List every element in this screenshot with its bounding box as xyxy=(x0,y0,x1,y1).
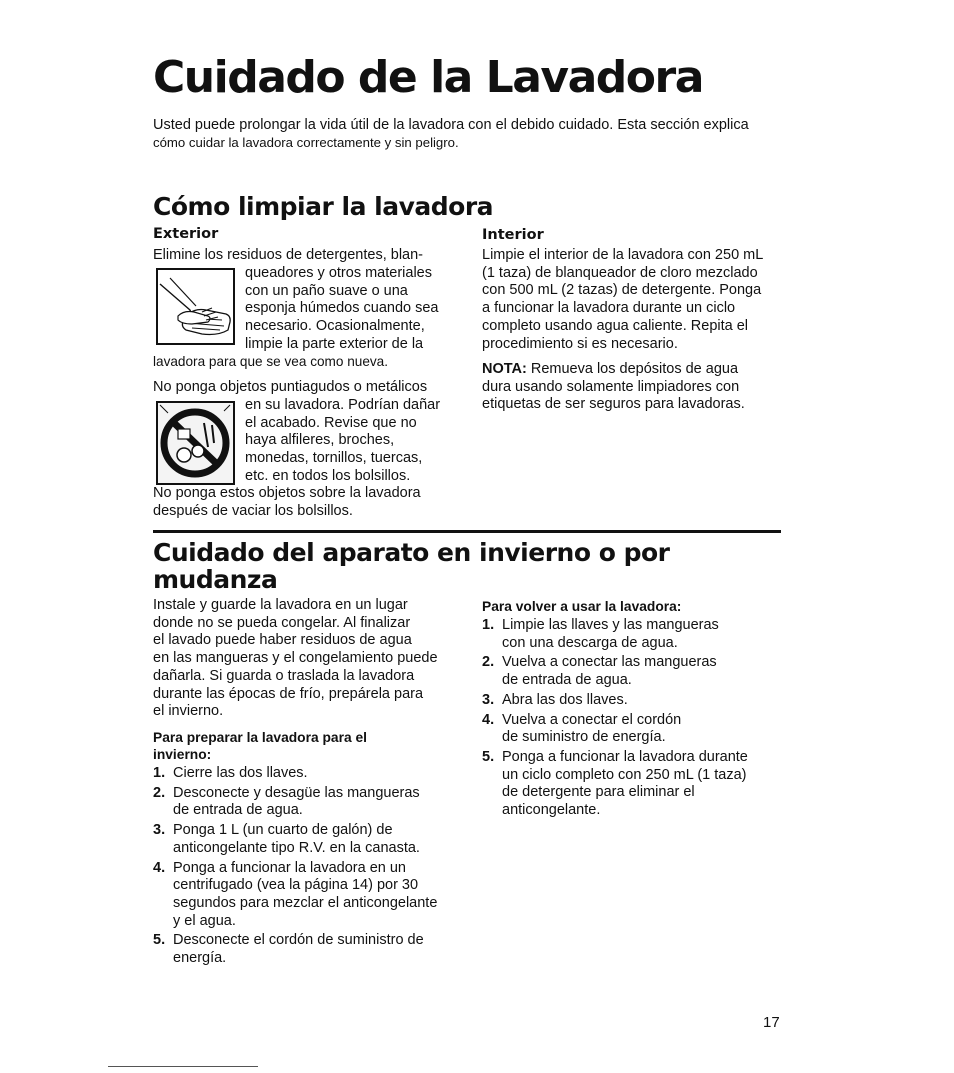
interior-paragraph xyxy=(482,247,782,353)
step-number: 1. xyxy=(153,765,166,781)
winter-intro-paragraph xyxy=(153,597,463,721)
step-number: 3. xyxy=(482,691,495,708)
intro-line: Usted puede prolongar la vida útil de la lavadora con el debido cuidado. Esta sección explica xyxy=(153,117,749,133)
interior-note xyxy=(482,361,782,414)
text-line: (1 taza) de blanqueador de cloro mezclado xyxy=(482,264,758,281)
text-line: etiquetas de ser seguros para lavadoras. xyxy=(482,396,745,413)
text-line: Ponga 1 L (un cuarto de galón) de xyxy=(173,822,393,839)
step-number: 5. xyxy=(482,748,495,765)
text-line: procedimiento si es necesario. xyxy=(482,335,678,352)
section-heading-cleaning: Cómo limpiar la lavadora xyxy=(153,192,494,221)
text-line: el lavado puede haber residuos de agua xyxy=(153,632,412,649)
page-number: 17 xyxy=(763,1014,780,1031)
exterior-paragraph-wrap xyxy=(245,265,460,354)
text-line: y el agua. xyxy=(173,912,236,929)
prepare-winter-block xyxy=(153,729,463,968)
text-line: centrifugado (vea la página 14) por 30 xyxy=(173,877,419,894)
text-line: etc. en todos los bolsillos. xyxy=(245,467,411,484)
text-line: No ponga estos objetos sobre la lavadora xyxy=(153,485,421,501)
reuse-heading: Para volver a usar la lavadora: xyxy=(482,599,682,614)
text-line: Vuelva a conectar el cordón xyxy=(502,711,682,728)
list-item xyxy=(482,712,782,747)
list-item xyxy=(482,749,782,820)
list-item xyxy=(153,932,463,967)
text-line: un ciclo completo con 250 mL (1 taza) xyxy=(502,766,747,783)
text-line: segundos para mezclar el anticongelante xyxy=(173,894,438,911)
sharp-objects-paragraph-tail xyxy=(153,485,463,520)
exterior-paragraph-first-line: Elimine los residuos de detergentes, blan- xyxy=(153,247,424,263)
page-title: Cuidado de la Lavadora xyxy=(153,52,703,103)
text-line: de entrada de agua. xyxy=(173,802,303,819)
text-line: Desconecte el cordón de suministro de xyxy=(173,932,424,949)
text-line: Vuelva a conectar las mangueras xyxy=(502,654,717,671)
subheading-exterior: Exterior xyxy=(153,226,219,242)
text-line: en su lavadora. Podrían dañar xyxy=(245,397,441,413)
list-item xyxy=(153,822,463,857)
footer-rule xyxy=(108,1066,258,1067)
heading-line: mudanza xyxy=(153,565,278,594)
hand-wiping-sponge-icon xyxy=(156,268,235,345)
text-line: en las mangueras y el congelamiento puede xyxy=(153,650,438,667)
note-label: NOTA: xyxy=(482,361,527,377)
list-item xyxy=(482,692,782,710)
sharp-objects-first-line: No ponga objetos puntiagudos o metálicos xyxy=(153,379,428,395)
text-line: el invierno. xyxy=(153,703,224,720)
text-line: haya alfileres, broches, xyxy=(245,432,395,449)
step-number: 1. xyxy=(482,617,495,633)
section-divider xyxy=(153,530,781,533)
text-line: Desconecte y desagüe las mangueras xyxy=(173,784,420,801)
prepare-winter-heading: invierno: xyxy=(153,747,212,762)
intro-line: cómo cuidar la lavadora correctamente y sin peligro. xyxy=(153,135,459,150)
text-line: a funcionar la lavadora durante un ciclo xyxy=(482,300,736,317)
list-item xyxy=(482,617,782,652)
exterior-paragraph-tail: lavadora para que se vea como nueva. xyxy=(153,354,389,369)
step-number: 3. xyxy=(153,822,166,839)
note-text: Remueva los depósitos de agua xyxy=(526,361,739,377)
text-line: durante las épocas de frío, prepárela para xyxy=(153,685,424,702)
sharp-objects-paragraph-wrap xyxy=(245,397,460,486)
text-line: donde no se pueda congelar. Al finalizar xyxy=(153,614,411,631)
step-number: 2. xyxy=(482,654,495,671)
text-line: Limpie el interior de la lavadora con 250 mL xyxy=(482,247,764,263)
text-line: anticongelante. xyxy=(502,802,601,819)
text-line: el acabado. Revise que no xyxy=(245,414,417,431)
text-line: de detergente para eliminar el xyxy=(502,784,695,801)
text-line: con 500 mL (2 tazas) de detergente. Ponga xyxy=(482,282,762,299)
text-line: energía. xyxy=(173,950,227,967)
list-item xyxy=(153,765,463,783)
reuse-steps xyxy=(482,617,782,820)
text-line: con un paño suave o una xyxy=(245,282,408,299)
text-line: Ponga a funcionar la lavadora en un xyxy=(173,859,406,876)
text-line: Instale y guarde la lavadora en un lugar xyxy=(153,597,408,613)
no-sharp-objects-icon xyxy=(156,401,235,485)
text-line: limpie la parte exterior de la xyxy=(245,335,424,352)
text-line: queadores y otros materiales xyxy=(245,265,432,281)
prepare-winter-heading: Para preparar la lavadora para el xyxy=(153,730,367,745)
text-line: de entrada de agua. xyxy=(502,672,632,689)
text-line: necesario. Ocasionalmente, xyxy=(245,318,425,335)
reuse-block xyxy=(482,598,782,820)
text-line: de suministro de energía. xyxy=(502,729,666,746)
step-number: 2. xyxy=(153,784,166,801)
text-line: anticongelante tipo R.V. en la canasta. xyxy=(173,839,420,856)
note-first-line xyxy=(482,361,782,379)
heading-line: Cuidado del aparato en invierno o por xyxy=(153,538,670,567)
text-line: Ponga a funcionar la lavadora durante xyxy=(502,748,748,765)
text-line: dañarla. Si guarda o traslada la lavadora xyxy=(153,667,415,684)
text-line: esponja húmedos cuando sea xyxy=(245,300,439,317)
subheading-interior: Interior xyxy=(482,227,544,243)
step-number: 4. xyxy=(153,859,166,876)
intro-paragraph xyxy=(153,116,793,152)
text-line: con una descarga de agua. xyxy=(502,634,678,651)
text-line: Cierre las dos llaves. xyxy=(173,765,308,781)
list-item xyxy=(153,860,463,931)
text-line: después de vaciar los bolsillos. xyxy=(153,502,353,519)
text-line: Limpie las llaves y las mangueras xyxy=(502,617,719,633)
list-item xyxy=(482,654,782,689)
text-line: Abra las dos llaves. xyxy=(502,691,628,708)
section-heading-winter xyxy=(153,539,669,593)
prepare-winter-steps xyxy=(153,765,463,968)
text-line: completo usando agua caliente. Repita el xyxy=(482,317,749,334)
step-number: 5. xyxy=(153,932,166,949)
text-line: monedas, tornillos, tuercas, xyxy=(245,450,423,467)
list-item xyxy=(153,785,463,820)
step-number: 4. xyxy=(482,711,495,728)
text-line: dura usando solamente limpiadores con xyxy=(482,378,740,395)
